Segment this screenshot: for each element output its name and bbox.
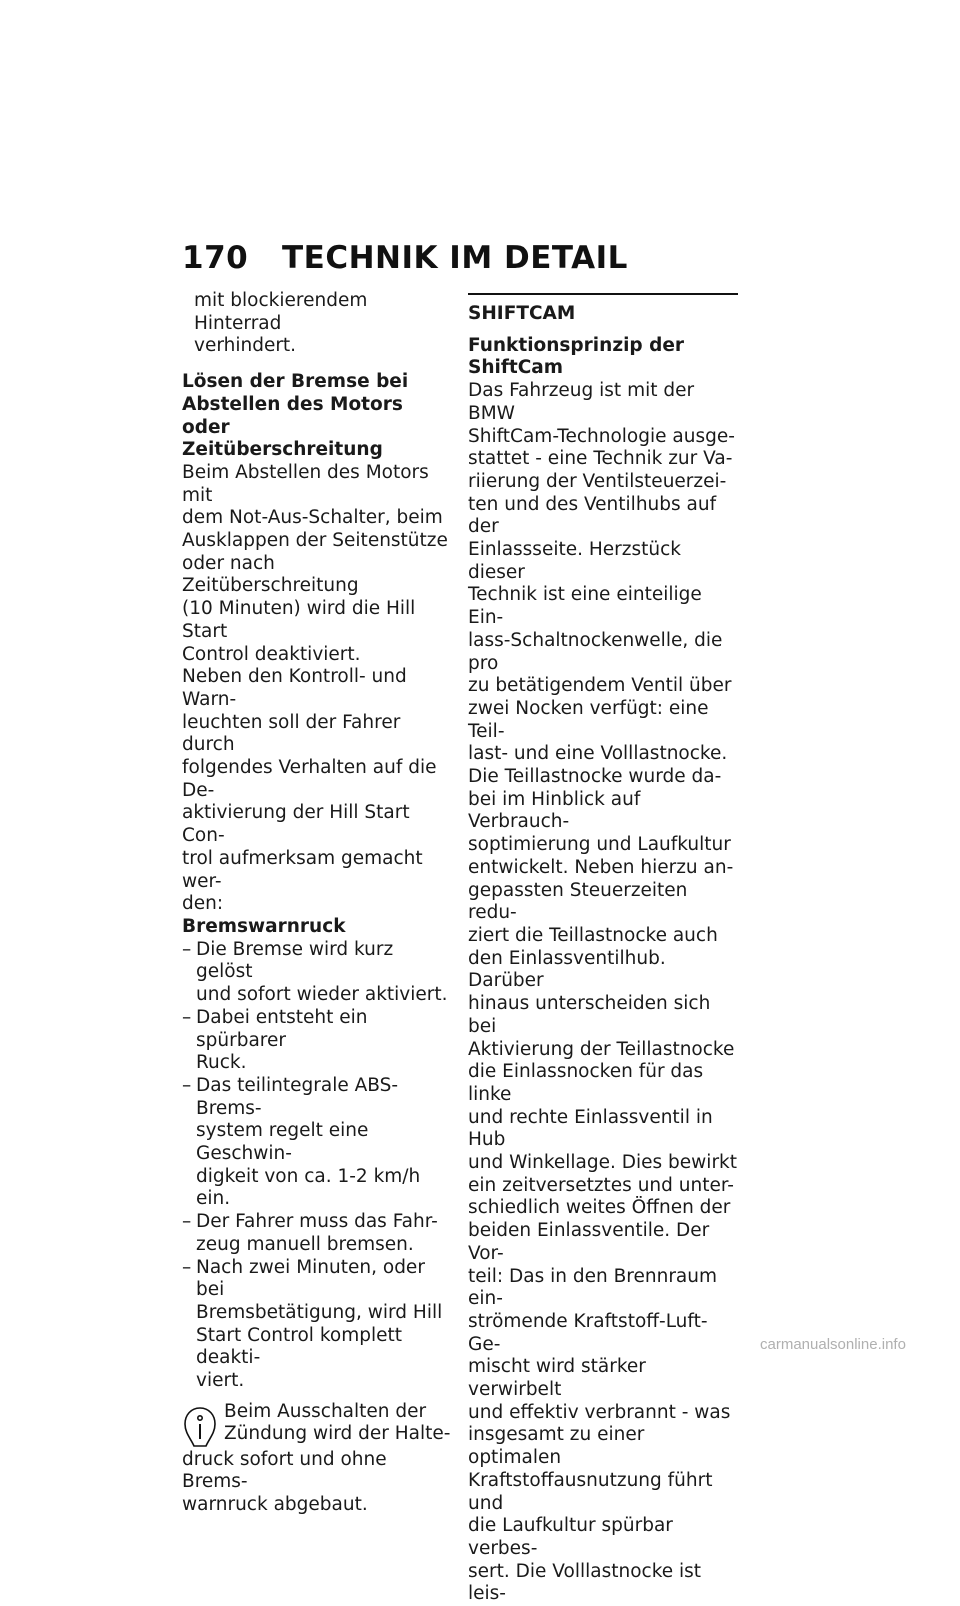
left-column <box>182 290 452 1517</box>
info-icon <box>182 1405 218 1449</box>
text-line: gepassten Steuerzeiten redu- <box>468 879 688 924</box>
text-line: den: <box>182 893 224 915</box>
text-line: druck sofort und ohne Brems- <box>182 1448 387 1493</box>
text-line: insgesamt zu einer optimalen <box>468 1424 645 1469</box>
text-line: mit blockierendem Hinterrad <box>194 290 368 334</box>
text-line: (10 Minuten) wird die Hill Start <box>182 598 416 642</box>
text-line: mischt wird stärker verwirbelt <box>468 1356 646 1401</box>
text-line: Control deaktiviert. <box>182 643 361 665</box>
text-line: – Der Fahrer muss das Fahr- <box>196 1211 438 1233</box>
text-line: schiedlich weites Öffnen der <box>468 1197 731 1219</box>
text-line: teil: Das in den Brennraum ein- <box>468 1265 718 1310</box>
text-line: viert. <box>196 1370 245 1392</box>
heading-line: Abstellen des Motors oder <box>182 393 403 438</box>
text-line: digkeit von ca. 1-2 km/h ein. <box>196 1165 421 1210</box>
text-line: Bremsbetätigung, wird Hill <box>196 1301 443 1323</box>
text-line: Einlassseite. Herzstück dieser <box>468 539 681 583</box>
text-line: und sofort wieder aktiviert. <box>196 984 448 1006</box>
right-column <box>468 290 738 1606</box>
text-line: folgendes Verhalten auf die De- <box>182 757 437 801</box>
heading-line: Zeitüberschreitung <box>182 439 383 461</box>
text-line: Die Teillastnocke wurde da- <box>468 766 722 788</box>
text-line: lass-Schaltnockenwelle, die pro <box>468 629 723 674</box>
text-line: Beim Abstellen des Motors mit <box>182 461 429 506</box>
paragraph <box>182 462 452 666</box>
text-line: soptimierung und Laufkultur <box>468 834 731 856</box>
watermark: carmanualsonline.info <box>760 1336 906 1353</box>
info-note <box>182 1401 452 1517</box>
text-line: zwei Nocken verfügt: eine Teil- <box>468 697 709 742</box>
text-line: stattet - eine Technik zur Va- <box>468 448 733 470</box>
subheading: Funktionsprinzip der ShiftCam <box>468 334 685 379</box>
text-line: Technik ist eine einteilige Ein- <box>468 584 702 629</box>
page-header <box>182 240 628 276</box>
text-line: verhindert. <box>194 335 297 357</box>
text-line: last- und eine Volllastnocke. <box>468 743 728 765</box>
text-line: hinaus unterscheiden sich bei <box>468 993 711 1037</box>
section-rule <box>468 293 738 295</box>
text-line: entwickelt. Neben hierzu an- <box>468 856 734 878</box>
text-line: dem Not-Aus-Schalter, beim <box>182 507 443 529</box>
section-title: SHIFTCAM <box>468 303 576 324</box>
text-line: warnruck abgebaut. <box>182 1494 368 1516</box>
section-heading <box>182 371 452 462</box>
text-line: riierung der Ventilsteuerzei- <box>468 470 727 492</box>
text-line: leuchten soll der Fahrer durch <box>182 711 401 756</box>
text-line: die Einlassnocken für das linke <box>468 1061 704 1105</box>
page-number: 170 <box>182 240 249 276</box>
list-item <box>182 1007 452 1075</box>
text-line: Start Control komplett deakti- <box>196 1324 402 1369</box>
paragraph <box>468 380 738 1606</box>
text-line: strömende Kraftstoff-Luft-Ge- <box>468 1310 708 1355</box>
text-line: ten und des Ventilhubs auf der <box>468 493 717 538</box>
text-line: – Das teilintegrale ABS-Brems- <box>196 1074 399 1119</box>
text-line: system regelt eine Geschwin- <box>196 1120 369 1165</box>
list-item <box>182 939 452 1007</box>
text-line: oder nach Zeitüberschreitung <box>182 552 359 597</box>
page-title: TECHNIK IM DETAIL <box>282 240 628 276</box>
text-line: den Einlassventilhub. Darüber <box>468 947 666 992</box>
text-line: Ausklappen der Seitenstütze <box>182 530 448 552</box>
heading-line: Lösen der Bremse bei <box>182 371 409 393</box>
text-line: ein zeitversetztes und unter- <box>468 1174 734 1196</box>
text-line: – Die Bremse wird kurz gelöst <box>196 938 394 983</box>
text-line: trol aufmerksam gemacht wer- <box>182 847 423 892</box>
list-item <box>182 1075 452 1211</box>
text-line: ShiftCam-Technologie ausge- <box>468 425 735 447</box>
text-line: Neben den Kontroll- und Warn- <box>182 666 407 710</box>
text-line: Aktivierung der Teillastnocke <box>468 1038 735 1060</box>
text-line: und rechte Einlassventil in Hub <box>468 1106 713 1151</box>
text-line: die Laufkultur spürbar verbes- <box>468 1515 673 1559</box>
text-line: – Dabei entsteht ein spürbarer <box>196 1006 368 1051</box>
text-line: aktivierung der Hill Start Con- <box>182 802 410 847</box>
text-line: bei im Hinblick auf Verbrauch- <box>468 788 641 833</box>
list-item <box>182 1257 452 1393</box>
list-item <box>182 1211 452 1256</box>
warning-list <box>182 939 452 1393</box>
text-line: beiden Einlassventile. Der Vor- <box>468 1220 710 1264</box>
text-line: Zündung wird der Halte- <box>224 1423 451 1445</box>
paragraph <box>182 666 452 916</box>
subheading: Bremswarnruck <box>182 915 346 937</box>
text-line: zu betätigendem Ventil über <box>468 675 732 697</box>
text-line: ziert die Teillastnocke auch <box>468 924 718 946</box>
text-line: und Winkellage. Dies bewirkt <box>468 1152 738 1174</box>
text-line: sert. Die Volllastnocke ist leis- <box>468 1560 702 1605</box>
text-line: Ruck. <box>196 1052 247 1074</box>
text-line: Beim Ausschalten der <box>224 1400 427 1422</box>
text-line: Kraftstoffausnutzung führt und <box>468 1469 713 1514</box>
text-line: Das Fahrzeug ist mit der BMW <box>468 380 695 424</box>
text-line: – Nach zwei Minuten, oder bei <box>196 1256 425 1301</box>
text-line: zeug manuell bremsen. <box>196 1233 414 1255</box>
intro-text <box>182 290 452 358</box>
text-line: und effektiv verbrannt - was <box>468 1401 731 1423</box>
